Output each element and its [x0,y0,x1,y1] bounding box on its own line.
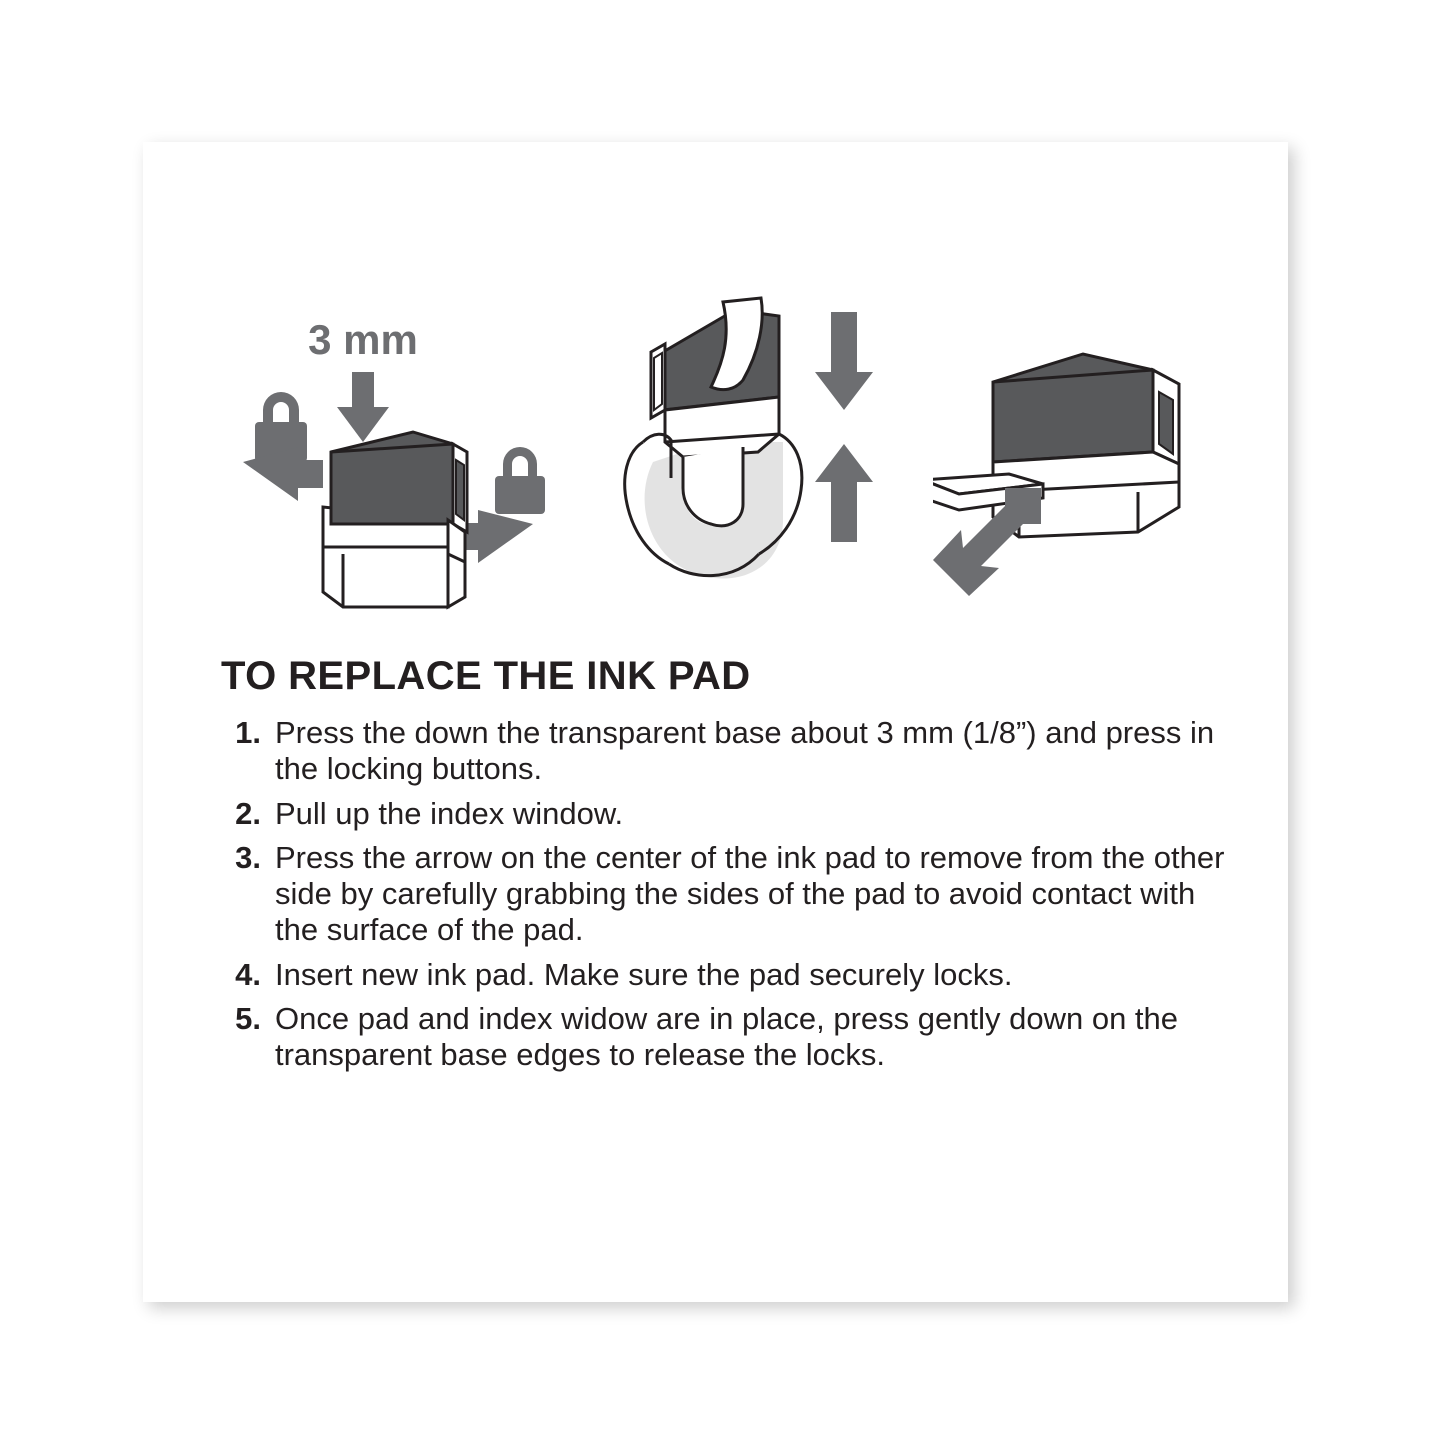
down-arrow-icon [337,372,389,442]
instruction-card [143,142,1288,1302]
step-text: Press the arrow on the center of the ink pad to remove from the other side by carefully grabbing the sides of the pad to avoid contact with the surface of the pad. [275,839,1225,948]
lock-icon-right [495,447,545,514]
panel-insert-ink-pad [933,292,1273,662]
step-number: 4. [235,956,261,992]
panel-press-down [203,292,583,662]
list-item [221,957,1231,993]
stamp-press-down-diagram [203,292,583,662]
step-number: 3. [235,839,261,875]
step-number: 5. [235,1000,261,1036]
list-item [221,840,1231,949]
instructions-text-block [221,654,1231,1081]
page-title: TO REPLACE THE INK PAD [221,654,751,698]
lock-icon-left [255,392,307,462]
list-item [221,715,1231,788]
pull-index-window-diagram [583,292,913,662]
stamp-body [323,432,467,607]
steps-list [221,715,1231,1073]
step-number: 2. [235,795,261,831]
step-text: Pull up the index window. [275,795,624,831]
panel-pull-index-window [583,292,913,662]
panel1-label: 3 mm [308,316,418,363]
step-text: Once pad and index widow are in place, press gently down on the transparent base edges to release the locks. [275,1000,1179,1073]
up-down-arrow-icon [815,312,873,542]
step-number: 1. [235,715,261,750]
stamp-body-panel3 [933,354,1179,537]
list-item [221,1001,1231,1074]
step-text: Press the down the transparent base about 3 mm (1/8”) and press in the locking buttons. [275,715,1215,787]
illustration-row [143,292,1288,662]
list-item [221,796,1231,832]
step-text: Insert new ink pad. Make sure the pad securely locks. [275,956,1013,992]
insert-ink-pad-diagram [933,292,1273,662]
